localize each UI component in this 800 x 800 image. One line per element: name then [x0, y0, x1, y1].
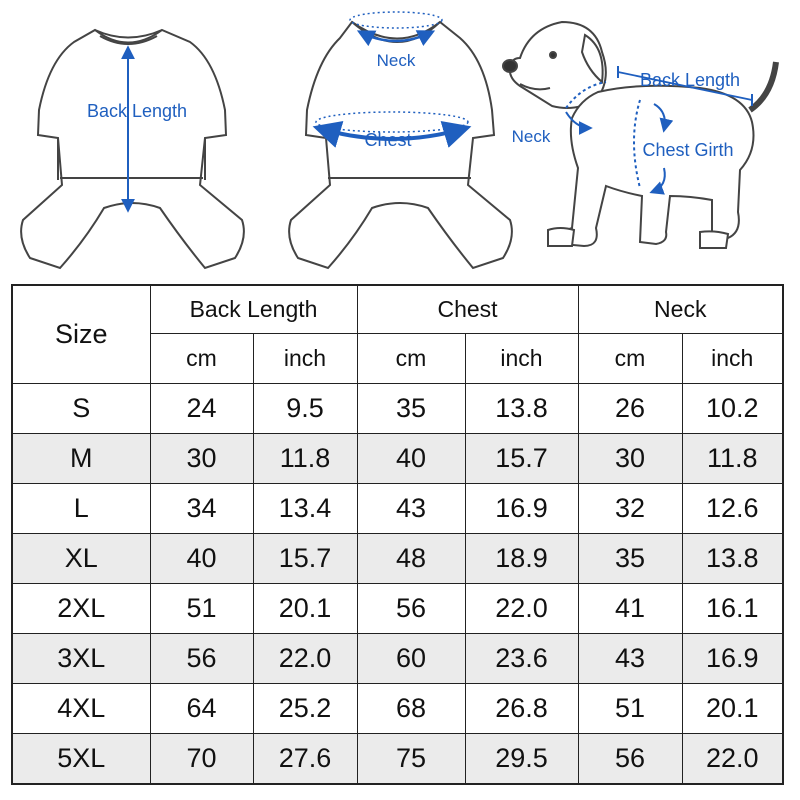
measurement-cell: 22.0: [465, 584, 578, 634]
measurement-cell: 51: [578, 684, 682, 734]
measurement-cell: 35: [357, 384, 465, 434]
measurement-cell: 13.8: [682, 534, 783, 584]
measurement-cell: 29.5: [465, 734, 578, 785]
size-cell: 3XL: [12, 634, 150, 684]
back-length-column-header: Back Length: [150, 285, 357, 334]
measurement-cell: 25.2: [253, 684, 357, 734]
size-cell: S: [12, 384, 150, 434]
dog-back-length-label: Back Length: [639, 70, 741, 90]
measurement-cell: 32: [578, 484, 682, 534]
chest-column-header: Chest: [357, 285, 578, 334]
table-row: [12, 684, 783, 734]
measurement-cell: 70: [150, 734, 253, 785]
measurement-cell: 56: [150, 634, 253, 684]
measurement-cell: 9.5: [253, 384, 357, 434]
measurement-cell: 48: [357, 534, 465, 584]
neck-column-header: Neck: [578, 285, 783, 334]
chest-label: Chest: [364, 130, 412, 150]
measurement-cell: 56: [578, 734, 682, 785]
measurement-cell: 12.6: [682, 484, 783, 534]
table-row: [12, 634, 783, 684]
measurement-cell: 27.6: [253, 734, 357, 785]
measurement-cell: 15.7: [465, 434, 578, 484]
measurement-cell: 26: [578, 384, 682, 434]
size-cell: 5XL: [12, 734, 150, 785]
size-cell: 4XL: [12, 684, 150, 734]
size-cell: 2XL: [12, 584, 150, 634]
measurement-cell: 13.4: [253, 484, 357, 534]
measurement-cell: 11.8: [682, 434, 783, 484]
measurement-cell: 24: [150, 384, 253, 434]
unit-header-inch: inch: [253, 334, 357, 384]
unit-header-cm: cm: [150, 334, 253, 384]
table-row: [12, 734, 783, 785]
neck-dotted-outline: [350, 12, 442, 28]
measurement-cell: 16.1: [682, 584, 783, 634]
dog-neck-label: Neck: [511, 127, 551, 146]
measurement-cell: 11.8: [253, 434, 357, 484]
measurement-cell: 16.9: [465, 484, 578, 534]
measurement-cell: 35: [578, 534, 682, 584]
table-row: [12, 534, 783, 584]
back-length-label: Back Length: [86, 101, 188, 121]
table-row: [12, 384, 783, 434]
unit-header-cm: cm: [357, 334, 465, 384]
size-cell: M: [12, 434, 150, 484]
unit-header-cm: cm: [578, 334, 682, 384]
measurement-cell: 56: [357, 584, 465, 634]
measurement-cell: 41: [578, 584, 682, 634]
measurement-cell: 15.7: [253, 534, 357, 584]
measurement-cell: 68: [357, 684, 465, 734]
neck-label: Neck: [376, 51, 416, 70]
table-row: [12, 484, 783, 534]
measurement-cell: 23.6: [465, 634, 578, 684]
dog-chest-girth-label: Chest Girth: [642, 140, 734, 160]
table-row: [12, 584, 783, 634]
measurement-cell: 40: [150, 534, 253, 584]
size-chart-table: [11, 284, 784, 785]
measurement-cell: 30: [578, 434, 682, 484]
measurement-cell: 16.9: [682, 634, 783, 684]
unit-header-inch: inch: [465, 334, 578, 384]
measurement-cell: 60: [357, 634, 465, 684]
size-cell: XL: [12, 534, 150, 584]
measurement-cell: 43: [357, 484, 465, 534]
measurement-cell: 51: [150, 584, 253, 634]
measurement-cell: 43: [578, 634, 682, 684]
unit-header-inch: inch: [682, 334, 783, 384]
measurement-cell: 20.1: [253, 584, 357, 634]
measurement-cell: 64: [150, 684, 253, 734]
measurement-cell: 22.0: [682, 734, 783, 785]
measurement-cell: 26.8: [465, 684, 578, 734]
measurement-illustrations: [0, 0, 800, 280]
measurement-cell: 30: [150, 434, 253, 484]
size-cell: L: [12, 484, 150, 534]
measurement-cell: 34: [150, 484, 253, 534]
measurement-cell: 18.9: [465, 534, 578, 584]
header-row-groups: [12, 285, 783, 334]
measurement-cell: 75: [357, 734, 465, 785]
measurement-cell: 20.1: [682, 684, 783, 734]
measurement-cell: 10.2: [682, 384, 783, 434]
table-row: [12, 434, 783, 484]
size-column-header: Size: [12, 285, 150, 384]
measurement-cell: 40: [357, 434, 465, 484]
sweater-back-diagram: [21, 30, 244, 268]
measurement-cell: 22.0: [253, 634, 357, 684]
measurement-cell: 13.8: [465, 384, 578, 434]
